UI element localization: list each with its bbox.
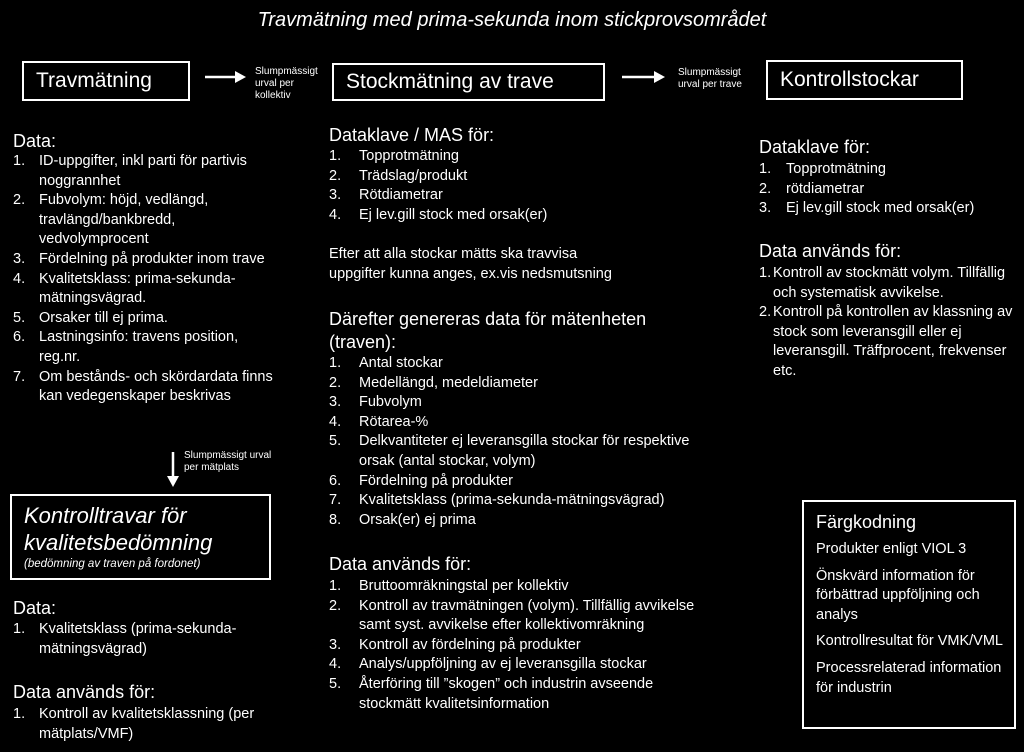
- col2-data-list: [329, 147, 729, 225]
- list-item: 5. Delkvantiteter ej leveransgilla stockar för respektive orsak (antal stockar, volym): [329, 433, 690, 469]
- list-item: 7. Kvalitetsklass (prima-sekunda-mätningsvägrad): [329, 492, 665, 509]
- arrow-label-trave: Slumpmässigt urval per trave: [678, 67, 742, 90]
- kontrolltravar-title: Kontrolltravar för kvalitetsbedömning: [24, 503, 213, 555]
- col2-gen-list: [329, 354, 721, 530]
- col2-data-heading: Dataklave / MAS för:: [329, 125, 495, 145]
- col2-gen-heading: Därefter genereras data för mätenheten (traven):: [329, 309, 647, 352]
- col3-use-heading: Data används för:: [759, 241, 902, 261]
- list-item: 7. Om bestånds- och skördardata finns kan vedegenskaper beskrivas: [13, 368, 273, 405]
- list-item: 1. ID-uppgifter, inkl parti för partivis noggrannhet: [13, 153, 247, 189]
- col3-data-list: [759, 160, 1021, 219]
- box-stockmatning: [332, 63, 605, 101]
- diagram-title: Travmätning med prima-sekunda inom stickprovsområdet: [257, 9, 767, 31]
- list-item: 3. Ej lev.gill stock med orsak(er): [759, 200, 975, 217]
- arrow-label-kollektiv: Slumpmässigt urval per kollektiv: [255, 66, 318, 101]
- col2-use-list: [329, 577, 709, 714]
- col2-use-heading: Data används för:: [329, 554, 472, 574]
- arrow-down-icon: [166, 452, 180, 488]
- arrow-right-icon: [205, 70, 247, 84]
- arrow-label-matplats: Slumpmässigt urval per mätplats: [184, 450, 272, 473]
- list-item: 1. Kontroll av stockmätt volym. Tillfällig och systematisk avvikelse.: [759, 265, 1006, 301]
- col1-data2-heading: Data:: [13, 598, 57, 618]
- list-item: 3. Fördelning på produkter inom trave: [13, 250, 265, 267]
- list-item: 1. Topprotmätning: [329, 148, 459, 164]
- list-item: 5. Återföring till ”skogen” och industrin avseende stockmätt kvalitetsinformation: [329, 675, 654, 712]
- list-item: 3. Fubvolym: [329, 394, 422, 411]
- list-item: 2. Kontroll på kontrollen av klassning av stock som leveransgill eller ej leveransgill. Träffprocent, frekvenser etc.: [759, 304, 1013, 379]
- col3-data-heading: Dataklave för:: [759, 137, 871, 157]
- box-travmatning-label: Travmätning: [36, 69, 152, 92]
- col3-use-list: [759, 264, 1017, 382]
- list-item: 1. Bruttoomräkningstal per kollektiv: [329, 578, 569, 594]
- list-item: 3. Rötdiametrar: [329, 187, 443, 204]
- legend-item: Önskvärd information för förbättrad uppföljning och analys: [816, 567, 980, 623]
- list-item: 3. Kontroll av fördelning på produkter: [329, 636, 581, 653]
- box-kontrolltravar: [10, 494, 271, 580]
- list-item: 6. Fördelning på produkter: [329, 472, 513, 489]
- list-item: 4. Analys/uppföljning av ej leveransgilla stockar: [329, 656, 647, 673]
- box-travmatning: [22, 61, 190, 101]
- list-item: 1. Antal stockar: [329, 355, 443, 371]
- legend-item: Produkter enligt VIOL 3: [816, 541, 967, 557]
- legend-item: Processrelaterad information för industrin: [816, 659, 1002, 696]
- legend-item: Kontrollresultat för VMK/VML: [816, 633, 1003, 650]
- list-item: 6. Lastningsinfo: travens position, reg.nr.: [13, 329, 239, 365]
- list-item: 2. Trädslag/produkt: [329, 167, 468, 184]
- box-kontrollstockar: [766, 60, 963, 100]
- list-item: 5. Orsaker till ej prima.: [13, 309, 168, 326]
- col1-use-list: [13, 705, 275, 744]
- list-item: 2. Fubvolym: höjd, vedlängd, travlängd/bankbredd, vedvolymprocent: [13, 192, 209, 248]
- col1-data2-list: [13, 620, 273, 659]
- list-item: 4. Rötarea-%: [329, 413, 429, 430]
- col1-data-list: [13, 152, 273, 407]
- col1-data-heading: Data:: [13, 131, 57, 151]
- list-item: 2. Medellängd, medeldiameter: [329, 374, 538, 391]
- list-item: 4. Ej lev.gill stock med orsak(er): [329, 206, 548, 223]
- kontrolltravar-subtitle: (bedömning av traven på fordonet): [24, 558, 201, 570]
- list-item: 1. Kvalitetsklass (prima-sekunda-mätningsvägrad): [13, 621, 237, 657]
- arrow-right-icon: [622, 70, 666, 84]
- col2-paragraph: Efter att alla stockar mätts ska travvisa uppgifter kunna anges, ex.vis nedsmutsning: [329, 246, 612, 282]
- color-legend: [802, 500, 1016, 729]
- list-item: 4. Kvalitetsklass: prima-sekunda-mätningsvägrad.: [13, 270, 236, 307]
- box-stockmatning-label: Stockmätning av trave: [346, 70, 554, 93]
- list-item: 1. Kontroll av kvalitetsklassning (per mätplats/VMF): [13, 706, 255, 742]
- list-item: 2. Kontroll av travmätningen (volym). Tillfällig avvikelse samt syst. avvikelse efter kollektivomräkning: [329, 597, 695, 634]
- col1-use-heading: Data används för:: [13, 682, 156, 702]
- box-kontrollstockar-label: Kontrollstockar: [780, 68, 919, 91]
- legend-title: Färgkodning: [816, 512, 917, 532]
- list-item: 8. Orsak(er) ej prima: [329, 511, 476, 528]
- list-item: 1. Topprotmätning: [759, 161, 886, 177]
- list-item: 2. rötdiametrar: [759, 180, 865, 197]
